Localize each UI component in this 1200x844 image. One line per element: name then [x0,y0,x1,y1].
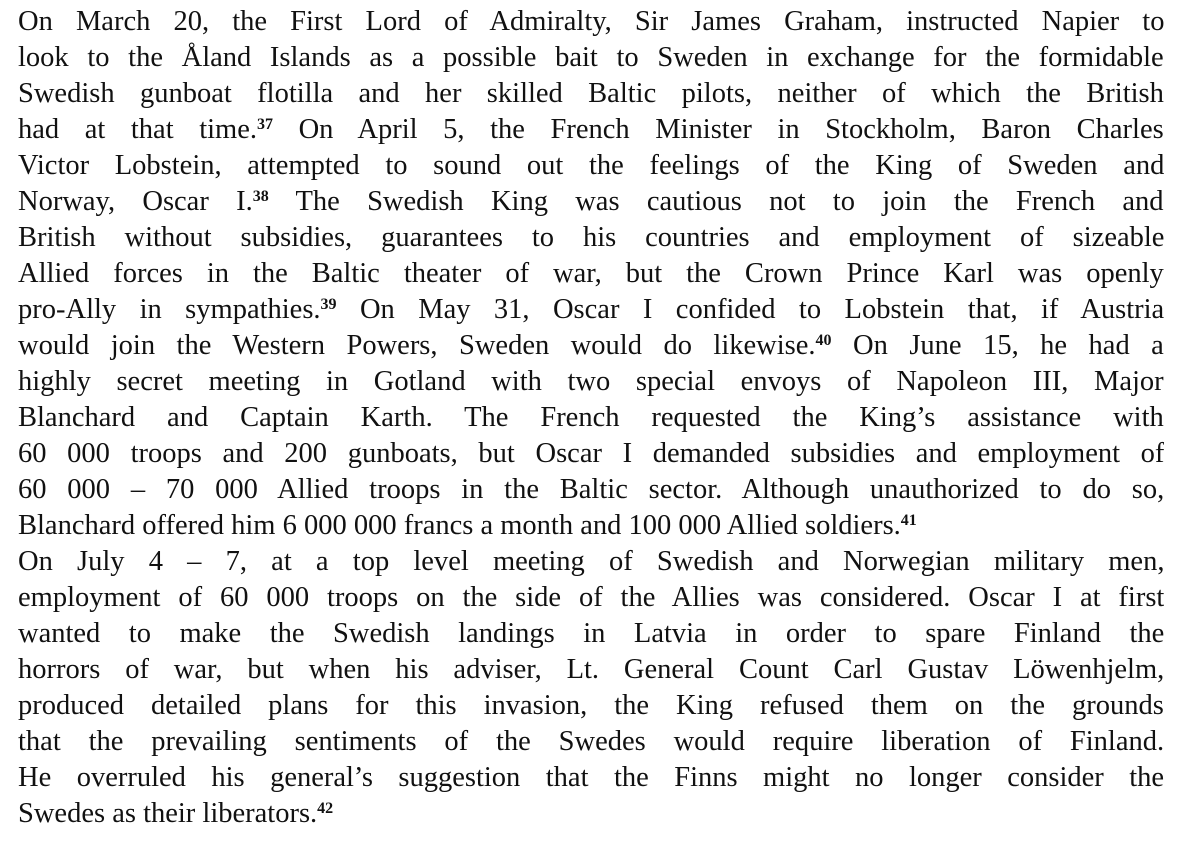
text-segment: that the prevailing sentiments of the Swedes would require liberation of Finland. [18,726,1164,757]
text-line [18,220,1164,256]
text-segment: Allied forces in the Baltic theater of war, but the Crown Prince Karl was openly [18,258,1164,289]
text-segment: Blanchard and Captain Karth. The French requested the King’s assistance with [18,402,1164,433]
text-segment: On May 31, Oscar I confided to Lobstein that, if Austria [336,294,1164,325]
text-line [18,724,1164,760]
footnote-marker: 42 [317,800,334,817]
text-line [18,652,1164,688]
text-line [18,508,1164,544]
text-line [18,256,1164,292]
text-segment: employment of 60 000 troops on the side of the Allies was considered. Oscar I at first [18,582,1164,613]
text-line [18,184,1164,220]
text-line [18,328,1164,364]
text-line [18,796,1164,832]
text-line [18,436,1164,472]
text-line [18,292,1164,328]
footnote-marker: 40 [815,332,832,349]
footnote-marker: 39 [320,296,337,313]
text-line [18,400,1164,436]
text-segment: highly secret meeting in Gotland with two special envoys of Napoleon III, Major [18,366,1164,397]
document-page [18,0,1164,844]
text-segment: He overruled his general’s suggestion that the Finns might no longer consider the [18,762,1164,793]
footnote-marker: 38 [252,188,269,205]
footnote-marker: 41 [900,512,917,529]
text-line [18,4,1164,40]
text-line [18,580,1164,616]
text-segment: horrors of war, but when his adviser, Lt. General Count Carl Gustav Löwenhjelm, [18,654,1164,685]
text-segment: British without subsidies, guarantees to his countries and employment of sizeable [18,222,1164,253]
text-segment: On March 20, the First Lord of Admiralty, Sir James Graham, instructed Napier to [18,6,1164,37]
text-segment: Norway, Oscar I. [18,186,253,217]
text-segment: 60 000 troops and 200 gunboats, but Oscar I demanded subsidies and employment of [18,438,1164,469]
text-segment: Blanchard offered him 6 000 000 francs a month and 100 000 Allied soldiers. [18,510,901,541]
text-segment: would join the Western Powers, Sweden would do likewise. [18,330,816,361]
text-segment: On June 15, he had a [831,330,1164,361]
text-segment: look to the Åland Islands as a possible bait to Sweden in exchange for the formidable [18,42,1164,73]
text-line [18,544,1164,580]
footnote-marker: 37 [257,116,273,133]
text-line [18,364,1164,400]
text-line [18,112,1164,148]
text-segment: had at that time. [18,114,257,145]
text-segment: 60 000 – 70 000 Allied troops in the Baltic sector. Although unauthorized to do so, [18,474,1164,505]
text-segment: Victor Lobstein, attempted to sound out the feelings of the King of Sweden and [18,150,1164,181]
text-segment: On July 4 – 7, at a top level meeting of Swedish and Norwegian military men, [18,546,1164,577]
text-segment: On April 5, the French Minister in Stockholm, Baron Charles [273,114,1164,145]
text-segment: The Swedish King was cautious not to join the French and [268,186,1164,217]
text-line [18,688,1164,724]
text-segment: wanted to make the Swedish landings in Latvia in order to spare Finland the [18,618,1164,649]
text-segment: Swedes as their liberators. [18,798,318,829]
text-line [18,472,1164,508]
text-line [18,616,1164,652]
text-line [18,76,1164,112]
text-line [18,760,1164,796]
text-line [18,40,1164,76]
text-line [18,148,1164,184]
text-segment: pro-Ally in sympathies. [18,294,321,325]
body-text [18,4,1164,832]
text-segment: Swedish gunboat flotilla and her skilled Baltic pilots, neither of which the British [18,78,1164,109]
text-segment: produced detailed plans for this invasion, the King refused them on the grounds [18,690,1164,721]
